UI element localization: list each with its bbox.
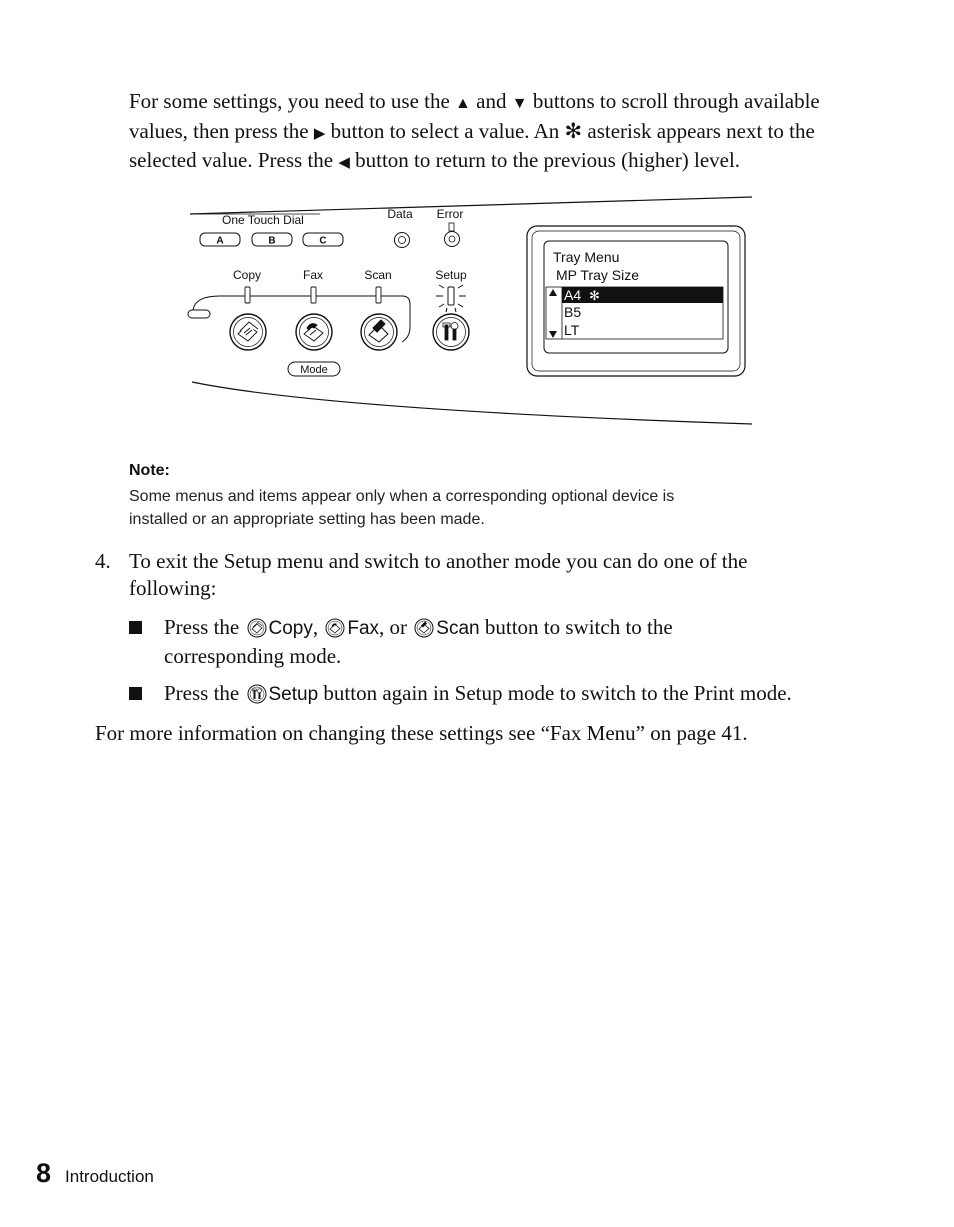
dial-button-b-label: B (268, 235, 276, 247)
one-touch-dial-label: One Touch Dial (222, 213, 304, 227)
fax-inline-icon (325, 618, 345, 638)
asterisk-icon: ✻ (564, 118, 583, 143)
copy-label: Copy (232, 268, 262, 282)
intro-line-1: For some settings, you need to use the ▲ and ▼ buttons to scroll through available (129, 89, 820, 113)
note-body (129, 485, 829, 531)
right-arrow-icon: ▶ (313, 125, 326, 142)
lcd-option-3: LT (564, 322, 580, 338)
note-line-2: installed or an appropriate setting has been made. (129, 511, 485, 528)
error-indicator-icon (445, 223, 460, 247)
bullet-1-line-1: Press the Copy, Fax, or Scan button to switch to the (164, 615, 673, 639)
lcd-line-1: Tray Menu (553, 249, 620, 265)
copy-inline-icon (247, 618, 267, 638)
bullet-1-line-2: corresponding mode. (164, 643, 342, 668)
data-indicator-icon (395, 233, 410, 248)
setup-inline-icon (247, 684, 267, 704)
fax-button-name: Fax (347, 618, 380, 639)
lcd-option-1: A4 (564, 287, 582, 303)
mode-label: Mode (300, 364, 328, 376)
scan-button-name: Scan (436, 618, 480, 639)
bullet-square-icon (129, 621, 142, 634)
step-4-text (129, 548, 849, 601)
dial-button-c[interactable] (303, 233, 343, 247)
error-label: Error (436, 207, 464, 221)
copy-led-icon (245, 287, 250, 303)
lcd-selection-highlight (562, 287, 723, 303)
setup-button-name: Setup (268, 684, 319, 705)
step-number: 4. (95, 549, 111, 573)
lcd-option-2: B5 (564, 304, 582, 320)
control-panel-illustration (180, 192, 760, 432)
scan-button[interactable] (361, 314, 397, 350)
dial-button-a-label: A (216, 235, 224, 247)
down-arrow-icon: ▼ (511, 95, 528, 112)
left-arrow-icon: ◀ (338, 155, 350, 171)
up-arrow-icon: ▲ (455, 95, 471, 112)
dial-button-a[interactable] (200, 233, 240, 247)
page-number: 8 (36, 1158, 52, 1188)
fax-label: Fax (302, 268, 324, 282)
intro-line-3: selected value. Press the ◀ button to return to the previous (higher) level. (129, 148, 741, 172)
dial-button-c-label: C (319, 235, 327, 247)
more-info-paragraph: For more information on changing these settings see “Fax Menu” on page 41. (95, 721, 748, 745)
scan-inline-icon (414, 618, 434, 638)
bullet-2-line-1: Press the Setup button again in Setup mode to switch to the Print mode. (164, 681, 792, 705)
scan-label: Scan (364, 268, 392, 282)
note-title: Note: (129, 462, 170, 479)
step-4-line-1: To exit the Setup menu and switch to another mode you can do one of the (129, 549, 748, 573)
setup-button[interactable] (433, 314, 469, 350)
setup-label: Setup (435, 268, 467, 282)
dial-button-b[interactable] (252, 233, 292, 247)
setup-led-blinking-icon (436, 285, 466, 312)
lcd-selected-asterisk-icon: ✻ (589, 288, 600, 303)
bullet-square-icon (129, 687, 142, 700)
fax-button[interactable] (296, 314, 332, 350)
lcd-line-2: MP Tray Size (556, 267, 639, 283)
copy-button-name: Copy (268, 618, 313, 639)
note-line-1: Some menus and items appear only when a corresponding optional device is (129, 488, 675, 505)
data-label: Data (387, 207, 413, 221)
intro-line-2: values, then press the ▶ button to select a value. An ✻ asterisk appears next to the (129, 118, 815, 143)
section-name: Introduction (65, 1167, 154, 1186)
scan-led-icon (376, 287, 381, 303)
step-4-line-2: following: (129, 575, 217, 600)
intro-paragraph (129, 88, 859, 177)
lcd-display (527, 226, 745, 376)
mode-label-box (288, 362, 340, 376)
copy-button[interactable] (230, 314, 266, 350)
page-footer (36, 1158, 154, 1189)
fax-led-icon (311, 287, 316, 303)
